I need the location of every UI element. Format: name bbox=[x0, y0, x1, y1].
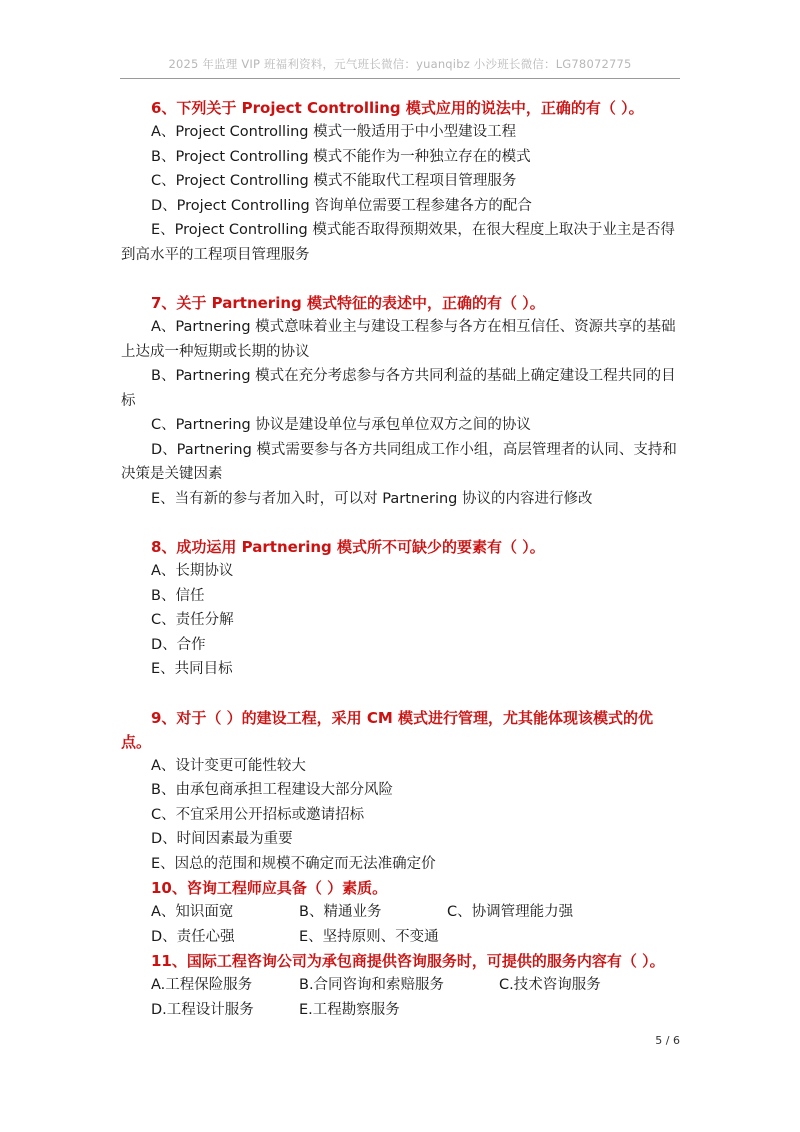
option-b: B.合同咨询和索赔服务 bbox=[299, 977, 445, 993]
option-e: E、坚持原则、不变通 bbox=[299, 928, 439, 945]
option-b: B、Partnering 模式在充分考虑参与各方共同利益的基础上确定建设工程共同的目标 bbox=[121, 368, 676, 409]
option-d: D.工程设计服务 bbox=[151, 1001, 254, 1018]
option-b: B、Project Controlling 模式不能作为一种独立存在的模式 bbox=[151, 148, 531, 165]
option-d: D、Partnering 模式需要参与各方共同组成工作小组，高层管理者的认同、支持和决策是关键因素 bbox=[121, 441, 677, 482]
question-title: 6、下列关于 Project Controlling 模式应用的说法中，正确的有（ ）。 bbox=[151, 99, 644, 117]
option-b: B、精通业务 bbox=[299, 904, 382, 920]
question-10 bbox=[121, 876, 681, 949]
question-6 bbox=[121, 96, 681, 267]
option-b: B、信任 bbox=[151, 587, 205, 604]
page-header-watermark: 2025 年监理 VIP 班福利资料，元气班长微信：yuanqibz 小沙班长微信：LG78072775 bbox=[168, 57, 632, 71]
option-c: C、协调管理能力强 bbox=[447, 904, 574, 920]
question-7 bbox=[121, 291, 681, 511]
options-row bbox=[121, 973, 681, 998]
question-title: 11、国际工程咨询公司为承包商提供咨询服务时，可提供的服务内容有（ ）。 bbox=[151, 952, 665, 970]
option-b: B、由承包商承担工程建设大部分风险 bbox=[151, 782, 393, 798]
options-row bbox=[121, 900, 681, 925]
option-e: E、共同目标 bbox=[151, 661, 233, 677]
option-a: A、Project Controlling 模式一般适用于中小型建设工程 bbox=[151, 124, 517, 140]
option-e: E、因总的范围和规模不确定而无法准确定价 bbox=[151, 855, 436, 872]
question-title: 7、关于 Partnering 模式特征的表述中，正确的有（ ）。 bbox=[151, 294, 545, 312]
header-divider bbox=[120, 78, 680, 79]
question-11 bbox=[121, 949, 681, 1022]
option-a: A、知识面宽 bbox=[151, 904, 234, 920]
option-d: D、Project Controlling 咨询单位需要工程参建各方的配合 bbox=[151, 197, 532, 214]
option-c: C、责任分解 bbox=[151, 612, 234, 628]
question-8 bbox=[121, 535, 681, 682]
option-d: D、责任心强 bbox=[151, 928, 235, 945]
question-title: 9、对于（ ）的建设工程，采用 CM 模式进行管理，尤其能体现该模式的优点。 bbox=[121, 708, 654, 751]
option-e: E、当有新的参与者加入时，可以对 Partnering 协议的内容进行修改 bbox=[151, 490, 593, 507]
option-c: C.技术咨询服务 bbox=[499, 977, 601, 993]
page-number: 5 / 6 bbox=[655, 1034, 680, 1047]
option-c: C、Partnering 协议是建设单位与承包单位双方之间的协议 bbox=[151, 417, 531, 433]
option-c: C、Project Controlling 模式不能取代工程项目管理服务 bbox=[151, 173, 517, 189]
option-d: D、时间因素最为重要 bbox=[151, 831, 293, 847]
option-d: D、合作 bbox=[151, 636, 206, 653]
question-9 bbox=[121, 706, 681, 877]
option-e: E、Project Controlling 模式能否取得预期效果，在很大程度上取决于业主是否得到高水平的工程项目管理服务 bbox=[121, 222, 675, 263]
options-row bbox=[121, 925, 681, 950]
option-a: A、设计变更可能性较大 bbox=[151, 757, 306, 774]
question-title: 10、咨询工程师应具备（ ）素质。 bbox=[151, 879, 388, 897]
option-c: C、不宜采用公开招标或邀请招标 bbox=[151, 806, 365, 823]
option-a: A、Partnering 模式意味着业主与建设工程参与各方在相互信任、资源共享的基础上达成一种短期或长期的协议 bbox=[121, 319, 676, 360]
option-a: A、长期协议 bbox=[151, 563, 234, 579]
option-e: E.工程勘察服务 bbox=[299, 1001, 400, 1018]
options-row bbox=[121, 998, 681, 1023]
option-a: A.工程保险服务 bbox=[151, 977, 253, 993]
document-body bbox=[121, 96, 681, 1022]
question-title: 8、成功运用 Partnering 模式所不可缺少的要素有（ ）。 bbox=[151, 538, 545, 556]
